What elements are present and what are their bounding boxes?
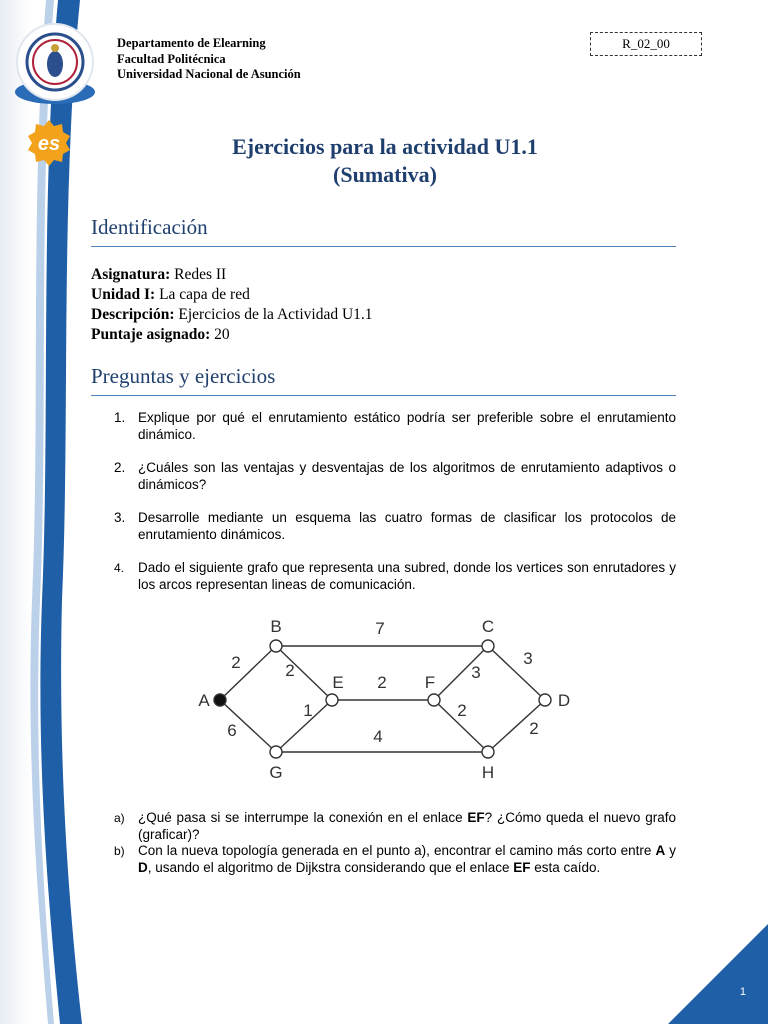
node-label: C — [481, 617, 495, 636]
question-item — [108, 460, 676, 493]
question-text: Desarrolle mediante un esquema las cuatro formas de clasificar los protocolos de enrutamiento dinámicos. — [138, 510, 676, 542]
edge-weight-label: 1 — [303, 701, 313, 720]
text-run: ? ¿Cómo queda el nuevo grafo (graficar)? — [138, 810, 676, 842]
edge-weight-label: 7 — [375, 619, 385, 638]
identification-heading: Identificación — [91, 215, 676, 247]
bold-run: EF — [467, 810, 485, 825]
subquestion-letter: b) — [114, 844, 125, 858]
graph-node-B — [270, 640, 282, 652]
edge-weight-label: 2 — [457, 701, 467, 720]
edge-weight-label: 2 — [529, 719, 539, 738]
graph-node-F — [428, 694, 440, 706]
network-graph — [190, 612, 580, 784]
node-label: D — [557, 691, 571, 710]
subquestion-text — [138, 810, 676, 843]
edge-weight-label: 3 — [523, 649, 533, 668]
question-text: Dado el siguiente grafo que representa una subred, donde los vertices son enrutadores y los arcos representan lineas de comunicación. — [138, 560, 676, 592]
edge-weight-label: 2 — [377, 673, 387, 692]
graph-edge-CD — [488, 646, 545, 700]
field-puntaje — [91, 325, 373, 345]
field-value: La capa de red — [155, 286, 250, 303]
bold-run: D — [138, 859, 148, 875]
text-run: Con la nueva topología generada en el punto a), encontrar el camino más corto entre — [138, 843, 656, 858]
edge-weight-label: 3 — [471, 663, 481, 682]
edge-weight-label: 4 — [373, 727, 383, 746]
field-label: Descripción: — [91, 306, 175, 323]
field-unidad — [91, 285, 373, 305]
field-value: 20 — [210, 326, 230, 343]
bold-run: A — [655, 843, 666, 858]
field-value: Redes II — [170, 266, 227, 283]
graph-node-C — [482, 640, 494, 652]
title-line-1: Ejercicios para la actividad U1.1 — [232, 134, 538, 159]
subquestion-item — [108, 843, 676, 876]
questions-heading: Preguntas y ejercicios — [91, 364, 676, 396]
field-descripcion — [91, 305, 373, 325]
university-name: Universidad Nacional de Asunción — [117, 67, 301, 81]
node-label: B — [270, 617, 282, 636]
question-item — [108, 410, 676, 443]
question-item — [108, 510, 676, 543]
question-item — [108, 560, 676, 593]
edge-weight-label: 2 — [231, 653, 241, 672]
department-name: Departamento de Elearning — [117, 36, 266, 50]
faculty-name: Facultad Politécnica — [117, 51, 226, 66]
question-number: 2. — [114, 460, 126, 475]
corner-decoration — [668, 924, 768, 1024]
title-line-2: (Sumativa) — [333, 162, 437, 187]
node-label: E — [332, 673, 344, 692]
question-number: 4. — [114, 561, 125, 575]
svg-text:es: es — [37, 133, 61, 155]
subquestion-text — [138, 843, 676, 876]
node-label: F — [424, 673, 436, 692]
text-run: ¿Qué pasa si se interrumpe la conexión en el enlace — [138, 810, 468, 825]
university-logo — [12, 20, 98, 110]
subquestion-list — [108, 810, 676, 876]
question-text: Explique por qué el enrutamiento estático podría ser preferible sobre el enrutamiento dinámico. — [138, 410, 676, 442]
bold-run: EF — [513, 859, 531, 875]
question-number: 3. — [114, 510, 126, 525]
field-label: Unidad I: — [91, 286, 156, 303]
graph-node-D — [539, 694, 551, 706]
text-run: y — [665, 843, 676, 858]
elearning-logo — [24, 118, 74, 168]
graph-node-E — [326, 694, 338, 706]
text-run: , usando el algoritmo de Dijkstra considerando que el enlace — [147, 859, 514, 875]
graph-node-A — [214, 694, 226, 706]
text-run: esta caído. — [530, 859, 601, 875]
question-number: 1. — [114, 410, 126, 425]
graph-node-G — [270, 746, 282, 758]
question-list — [108, 410, 676, 610]
question-text: ¿Cuáles son las ventajas y desventajas de los algoritmos de enrutamiento adaptivos o dinámicos? — [138, 460, 676, 492]
graph-edge-AB — [220, 646, 276, 700]
graph-node-H — [482, 746, 494, 758]
page-number: 1 — [739, 986, 746, 998]
document-code: R_02_00 — [590, 32, 702, 56]
node-label: H — [481, 763, 495, 782]
node-label: G — [269, 763, 283, 782]
institution-header — [117, 36, 301, 83]
node-label: A — [198, 691, 210, 710]
field-value: Ejercicios de la Actividad U1.1 — [174, 306, 373, 323]
edge-weight-label: 6 — [227, 721, 237, 740]
subquestion-item — [108, 810, 676, 843]
field-label: Puntaje asignado: — [91, 326, 211, 343]
subquestion-letter: a) — [114, 811, 125, 825]
edge-weight-label: 2 — [285, 661, 295, 680]
identification-fields — [91, 265, 373, 345]
document-title — [110, 133, 660, 189]
field-label: Asignatura: — [91, 266, 171, 283]
field-asignatura — [91, 265, 373, 285]
